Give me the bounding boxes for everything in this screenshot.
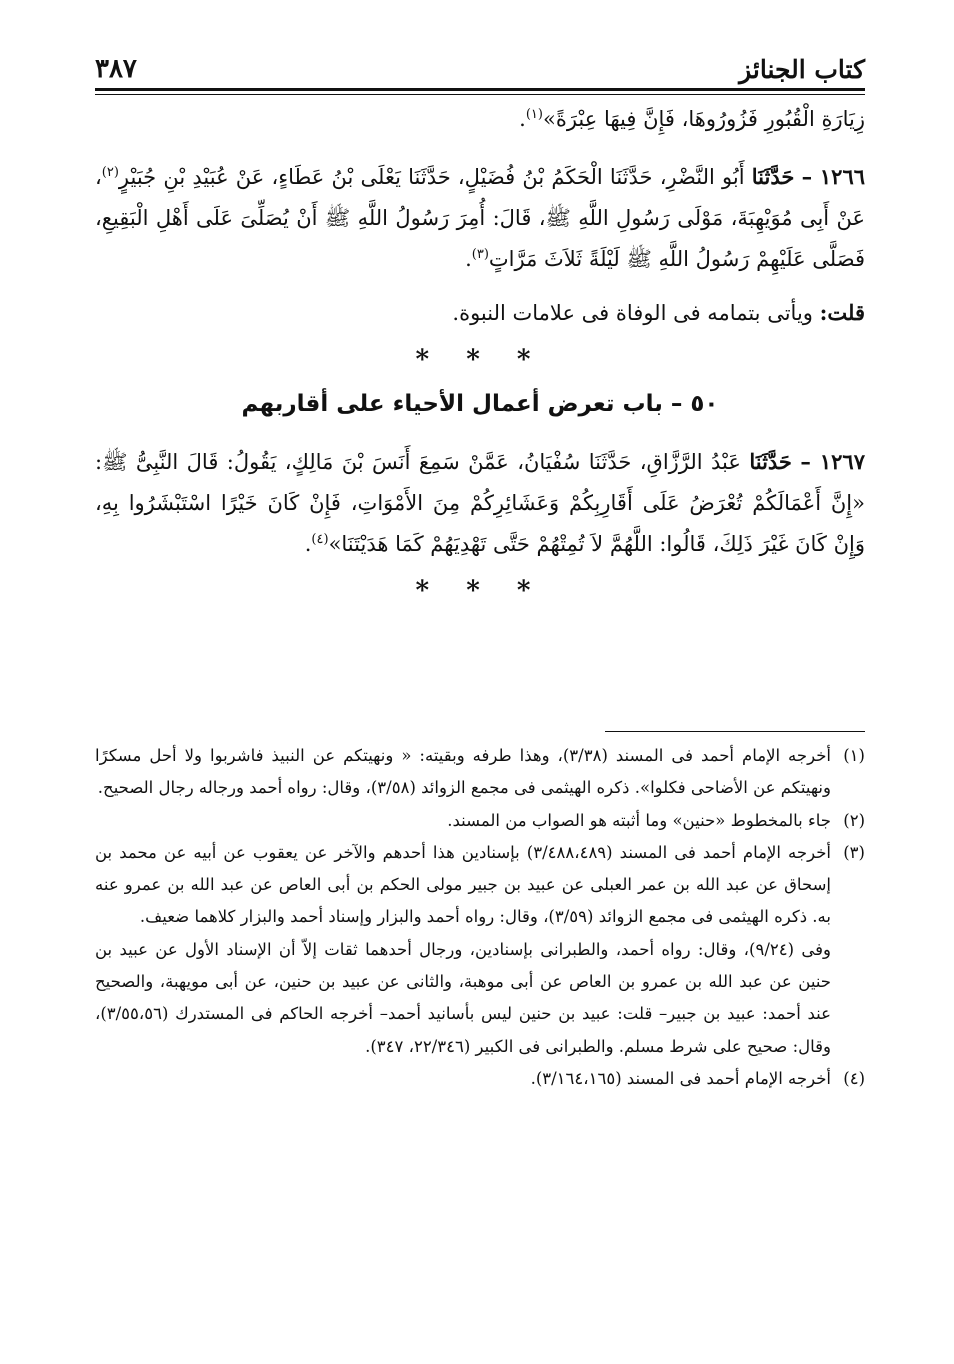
continuation-end: . [519, 107, 526, 131]
hadith-1267-number: ١٢٦٧ – [800, 449, 865, 474]
footnote-3-continuation: وفى (٩/٢٤)، وقال: رواه أحمد، والطبرانى بإسنادين، ورجال أحدهما ثقات إلاّ أن الإسناد الأول عن عبيد بن حنين عن عبد الله بن عمرو بن العاص عن أبى موهبة، والثانى عن عبيد بن حنين، عن أبى مويهبة، والصحيح عند أحمد: عبيد بن جبير– قلت: عبيد بن حنين ليس بأسانيد أحمد– أخرجه الحاكم فى المستدرك (٣/٥٥،٥٦)، وقال: صحيح على شرط مسلم. والطبرانى فى الكبير (٢٢/٣٤٦، ٣٤٧). [95, 939, 831, 1056]
qult-label: قلت: [819, 300, 865, 325]
qult-text: ويأتى بتمامه فى الوفاة فى علامات النبوة. [452, 301, 813, 325]
footnote-2 [95, 805, 865, 837]
footnote-3-text: أخرجه الإمام أحمد فى المسند (٣/٤٨٨،٤٨٩) بإسنادين هذا أحدهم والآخر عن يعقوب عن أبيه عن محمد بن إسحاق عن عبد الله بن عمر العبلى عن عبيد بن جبير مولى الحكم بن أبى العاص عن عبد الله بن عمرو عنه به. ذكره الهيثمى فى مجمع الزوائد (٣/٥٩)، وقال: رواه أحمد والبزار وإسناد أحمد والبزار كلاهما ضعيف. [95, 842, 831, 927]
page-number: ٣٨٧ [95, 54, 137, 84]
footnote-3-label: (٣) [843, 842, 865, 862]
footnote-4-text: أخرجه الإمام أحمد فى المسند (٣/١٦٤،١٦٥). [530, 1068, 831, 1088]
footnote-ref-4: (٤) [311, 532, 329, 547]
qult-paragraph [95, 292, 865, 334]
book-title: كتاب الجنائز [739, 55, 865, 84]
footnotes-gap [95, 613, 865, 731]
footnote-3 [95, 837, 865, 934]
footnote-1 [95, 740, 865, 805]
footnote-4-label: (٤) [843, 1068, 865, 1088]
footnote-1-label: (١) [843, 746, 865, 765]
footnote-2-label: (٢) [843, 810, 865, 830]
footnote-4 [95, 1063, 865, 1095]
main-text [95, 99, 865, 609]
book-page [95, 40, 865, 1095]
section-separator-2: * * * [415, 576, 545, 606]
continuation-paragraph [95, 99, 865, 140]
hadith-1266-text-a: أَبُو النَّضْرِ، حَدَّثَنَا الْحَكَمُ بْنُ فُضَيْلٍ، حَدَّثَنَا يَعْلَى بْنُ عَطَاءٍ، عَنْ عُبَيْدِ بْنِ جُبَيْرٍ [118, 165, 745, 189]
footnote-ref-1: (١) [525, 107, 543, 122]
hadith-1266-text-b: ، عَنْ أَبِى مُوَيْهِبَةَ، مَوْلَى رَسُولِ اللَّهِ ﷺ، قَالَ: أُمِرَ رَسُولُ اللَّهِ ﷺ أَنْ يُصَلِّىَ عَلَى أَهْلِ الْبَقِيعِ، فَصَلَّى عَلَيْهِمْ رَسُولُ اللَّهِ ﷺ لَيْلَةً ثَلاَثَ مَرَّاتٍ [95, 165, 865, 271]
footnote-rule [605, 731, 865, 732]
hadith-1267-lead: حَدَّثَنَا [749, 449, 792, 474]
hadith-1267-text-a: عَبْدُ الرَّزَّاقِ، حَدَّثَنَا سُفْيَانُ، عَمَّنْ سَمِعَ أَنَسَ بْنَ مَالِكٍ، يَقُولُ: قَالَ النَّبِىُّ ﷺ: «إِنَّ أَعْمَالَكُمْ تُعْرَضُ عَلَى أَقَارِبِكُمْ وَعَشَائِرِكُمْ مِنَ الأَمْوَاتِ، فَإِنْ كَانَ خَيْرًا اسْتَبْشَرُوا بِهِ، وَإِنْ كَانَ غَيْرَ ذَلِكَ، قَالُوا: اللَّهُمَّ لاَ تُمِتْهُمْ حَتَّى تَهْدِيَهُمْ كَمَا هَدَيْتَنَا» [95, 450, 865, 556]
header-rule [95, 88, 865, 95]
footnotes [95, 740, 865, 1095]
footnote-ref-3: (٣) [471, 247, 489, 262]
footnote-ref-2: (٢) [101, 165, 119, 180]
hadith-1266-text-c: . [465, 247, 472, 271]
running-header [95, 40, 865, 84]
hadith-1267-text-b: . [304, 532, 312, 556]
hadith-1267 [95, 441, 865, 565]
hadith-1266-lead: حَدَّثَنَا [751, 164, 795, 189]
section-separator-1: * * * [415, 345, 545, 375]
hadith-1266-number: ١٢٦٦ – [801, 164, 866, 189]
chapter-title: ٥٠ – باب تعرض أعمال الأحياء على أقاربهم [241, 391, 719, 417]
footnote-2-text: جاء بالمخطوط «حنين» وما أثبته هو الصواب من المسند. [447, 810, 831, 830]
hadith-1266 [95, 156, 865, 280]
continuation-text: زِيَارَةِ الْقُبُورِ فَزُورُوهَا، فَإِنَّ فِيهَا عِبْرَةً» [542, 107, 865, 131]
footnote-1-text: أخرجه الإمام أحمد فى المسند (٣/٣٨)، وهذا طرفه وبقيته: « ونهيتكم عن النبيذ فاشربوا ولا أحل مسكرًا ونهيتكم عن الأضاحى فكلوا». ذكره الهيثمى فى مجمع الزوائد (٣/٥٨)، وقال: رواه أحمد ورجاله رجال الصحيح. [95, 746, 831, 798]
